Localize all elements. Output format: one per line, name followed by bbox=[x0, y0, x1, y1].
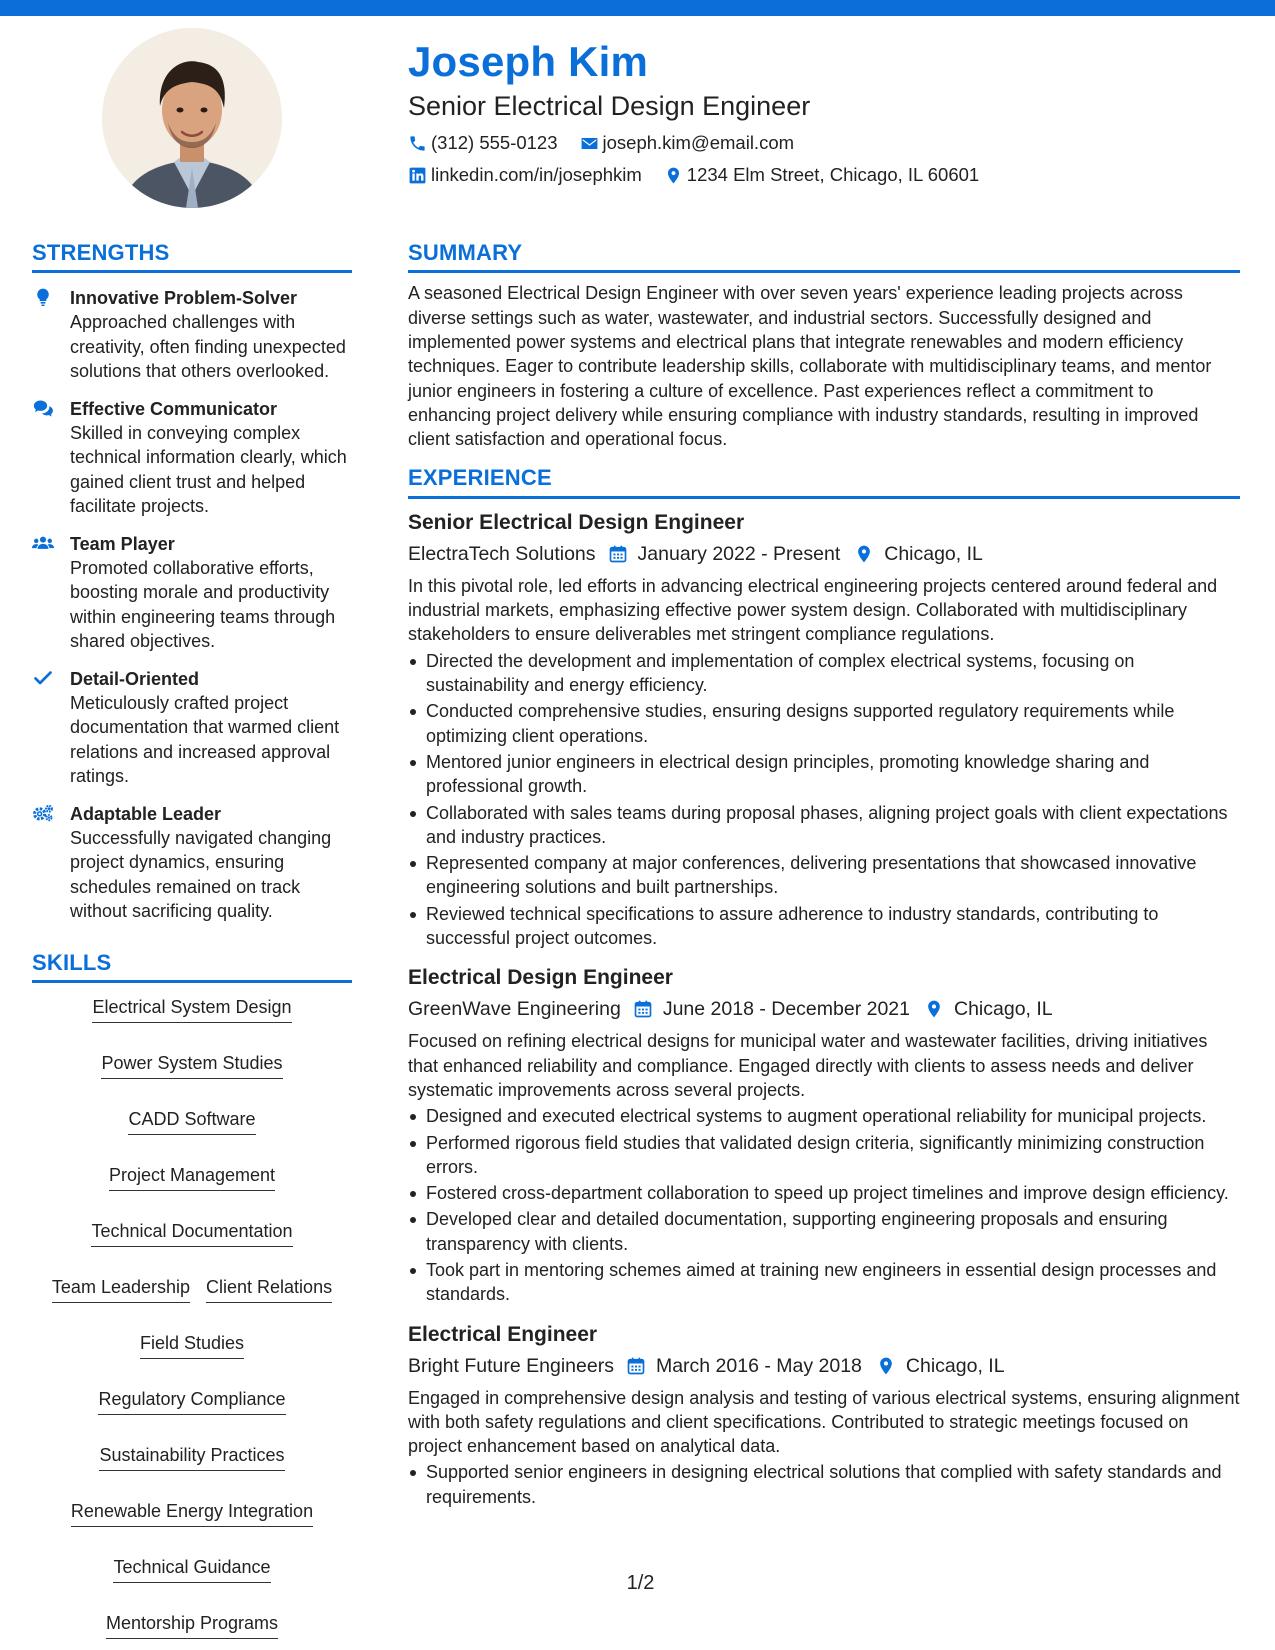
job-meta bbox=[408, 541, 1240, 567]
map-pin-icon bbox=[854, 544, 874, 564]
strength-desc: Skilled in conveying complex technical information clearly, which gained client trust and helped facilitate projects. bbox=[70, 422, 347, 517]
job-dates: January 2022 - Present bbox=[637, 542, 841, 565]
comments-icon bbox=[32, 398, 54, 418]
contact-linkedin[interactable] bbox=[408, 164, 642, 186]
skill-tag: Field Studies bbox=[140, 1331, 244, 1359]
profile-photo bbox=[102, 28, 282, 208]
calendar-icon bbox=[633, 999, 653, 1019]
page-number: 1/2 bbox=[626, 1572, 655, 1594]
job-dates-wrap bbox=[633, 996, 910, 1022]
bullet-item: Mentored junior engineers in electrical design principles, promoting knowledge sharing and professional growth. bbox=[408, 750, 1240, 799]
contact-phone[interactable] bbox=[408, 132, 558, 154]
strength-desc: Meticulously crafted project documentation that warmed client relations and increased approval ratings. bbox=[70, 692, 340, 787]
bullet-item: Designed and executed electrical systems to augment operational reliability for municipal projects. bbox=[408, 1104, 1240, 1128]
portrait-photo-icon bbox=[102, 28, 282, 208]
job-title: Electrical Engineer bbox=[408, 1322, 598, 1346]
left-column bbox=[32, 240, 352, 1639]
strength-title: Adaptable Leader bbox=[70, 803, 222, 824]
strength-desc: Approached challenges with creativity, often finding unexpected solutions that others overlooked. bbox=[70, 312, 346, 382]
job-description: Engaged in comprehensive design analysis and testing of various electrical systems, ensuring alignment with both safety regulations and client specifications. Contributed to strategic meetings focused on project enhancement based on analytical data. bbox=[408, 1387, 1240, 1457]
job-description: Focused on refining electrical designs for municipal water and wastewater facilities, driving initiatives that enhanced reliability and compliance. Engaged directly with clients to assess needs and deliver systematic improvements across several projects. bbox=[408, 1031, 1208, 1100]
calendar-icon bbox=[608, 544, 628, 564]
job-company: ElectraTech Solutions bbox=[408, 542, 596, 565]
contact-email[interactable] bbox=[580, 132, 795, 154]
email-text: joseph.kim@email.com bbox=[602, 132, 795, 154]
bullet-item: Performed rigorous field studies that validated design criteria, significantly minimizing construction errors. bbox=[408, 1131, 1240, 1180]
candidate-title: Senior Electrical Design Engineer bbox=[408, 91, 811, 122]
job-title: Senior Electrical Design Engineer bbox=[408, 510, 745, 534]
linkedin-text: linkedin.com/in/josephkim bbox=[431, 164, 642, 186]
job-location: Chicago, IL bbox=[905, 1354, 1005, 1377]
strength-item bbox=[32, 397, 352, 519]
job-company: Bright Future Engineers bbox=[408, 1354, 614, 1377]
phone-text: (312) 555-0123 bbox=[431, 132, 558, 154]
gears-icon bbox=[32, 803, 54, 823]
job-title: Electrical Design Engineer bbox=[408, 966, 673, 990]
bullet-item: Fostered cross-department collaboration to speed up project timelines and improve design efficiency. bbox=[408, 1181, 1240, 1205]
job-meta bbox=[408, 996, 1240, 1022]
contact-address bbox=[664, 164, 979, 186]
job-entry bbox=[408, 1321, 1240, 1509]
job-location-wrap bbox=[924, 996, 1053, 1022]
job-dates: March 2016 - May 2018 bbox=[655, 1354, 862, 1377]
job-entry bbox=[408, 964, 1240, 1306]
address-text: 1234 Elm Street, Chicago, IL 60601 bbox=[686, 164, 980, 186]
right-column bbox=[408, 240, 1240, 1509]
skills-heading: SKILLS bbox=[32, 950, 352, 983]
strengths-heading: STRENGTHS bbox=[32, 240, 352, 273]
contact-row-2 bbox=[408, 164, 1238, 186]
strength-title: Innovative Problem-Solver bbox=[70, 288, 298, 309]
job-dates-wrap bbox=[626, 1353, 862, 1379]
strength-desc: Successfully navigated changing project dynamics, ensuring schedules remained on track without sacrificing quality. bbox=[70, 827, 332, 922]
job-entry bbox=[408, 509, 1240, 950]
strength-item bbox=[32, 532, 352, 654]
contact-row-1 bbox=[408, 132, 1238, 154]
job-location-wrap bbox=[854, 541, 983, 567]
strength-title: Effective Communicator bbox=[70, 398, 278, 419]
resume-header bbox=[408, 40, 1238, 186]
checkmark-icon bbox=[32, 668, 54, 688]
linkedin-icon bbox=[408, 166, 427, 185]
job-dates: June 2018 - December 2021 bbox=[662, 998, 910, 1021]
experience-heading: EXPERIENCE bbox=[408, 465, 1240, 498]
top-accent-bar bbox=[0, 0, 1275, 16]
job-company: GreenWave Engineering bbox=[408, 998, 621, 1021]
bullet-item: Conducted comprehensive studies, ensuring designs supported regulatory requirements while optimizing client operations. bbox=[408, 699, 1240, 748]
calendar-icon bbox=[626, 1356, 646, 1376]
job-bullets bbox=[408, 1104, 1240, 1306]
phone-icon bbox=[408, 134, 427, 153]
strength-desc: Promoted collaborative efforts, boosting morale and productivity within engineering teams through shared objectives. bbox=[70, 557, 336, 652]
job-description: In this pivotal role, led efforts in advancing electrical engineering projects centered around federal and industrial markets, emphasizing effective power system design. Collaborated with multidisciplinary stakeholders to ensure deliverables met stringent compliance regulations. bbox=[408, 575, 1218, 645]
skills-list bbox=[32, 995, 352, 1639]
envelope-icon bbox=[580, 134, 599, 153]
users-icon bbox=[32, 533, 54, 553]
strength-item bbox=[32, 286, 352, 384]
skill-tag: Regulatory Compliance bbox=[98, 1387, 285, 1415]
skill-tag: Team Leadership bbox=[52, 1275, 190, 1303]
bullet-item: Developed clear and detailed documentation, supporting engineering proposals and ensuring transparency with clients. bbox=[408, 1207, 1240, 1256]
skill-tag: Sustainability Practices bbox=[99, 1443, 284, 1471]
summary-text: A seasoned Electrical Design Engineer with over seven years' experience leading projects across diverse settings such as water, wastewater, and industrial sectors. Successfully designed and implemented power systems and electrical plans that integrate renewables and modern efficiency techniques. Eager to contribute leadership skills, collaborate with multidisciplinary teams, and mentor junior engineers in fostering a culture of excellence. Past experiences reflect a commitment to enhancing project delivery while ensuring compliance with industry standards, resulting in improved client satisfaction and operational focus. bbox=[408, 283, 1212, 450]
map-pin-icon bbox=[876, 1356, 896, 1376]
strength-item bbox=[32, 667, 352, 789]
skill-tag: Technical Documentation bbox=[91, 1219, 292, 1247]
bullet-item: Supported senior engineers in designing electrical solutions that complied with safety standards and requirements. bbox=[408, 1460, 1240, 1509]
skill-tag: Client Relations bbox=[206, 1275, 332, 1303]
bullet-item: Directed the development and implementation of complex electrical systems, focusing on sustainability and energy efficiency. bbox=[408, 649, 1240, 698]
bullet-item: Reviewed technical specifications to assure adherence to industry standards, contributing to successful project outcomes. bbox=[408, 902, 1240, 951]
bullet-item: Represented company at major conferences, delivering presentations that showcased innovative engineering solutions and built partnerships. bbox=[408, 851, 1240, 900]
job-bullets bbox=[408, 1460, 1240, 1509]
job-bullets bbox=[408, 649, 1240, 951]
strength-item bbox=[32, 802, 352, 924]
skill-tag: Power System Studies bbox=[101, 1051, 282, 1079]
skill-tag: CADD Software bbox=[128, 1107, 255, 1135]
strength-title: Team Player bbox=[70, 533, 175, 554]
skill-tag: Electrical System Design bbox=[92, 995, 291, 1023]
candidate-name: Joseph Kim bbox=[408, 38, 649, 85]
summary-heading: SUMMARY bbox=[408, 240, 1240, 273]
lightbulb-icon bbox=[32, 287, 54, 307]
map-pin-icon bbox=[924, 999, 944, 1019]
job-location: Chicago, IL bbox=[954, 998, 1053, 1021]
skill-tag: Technical Guidance bbox=[113, 1555, 270, 1583]
bullet-item: Took part in mentoring schemes aimed at training new engineers in essential design processes and standards. bbox=[408, 1258, 1240, 1307]
map-pin-icon bbox=[664, 166, 683, 185]
job-location-wrap bbox=[876, 1353, 1005, 1379]
skill-tag: Renewable Energy Integration bbox=[71, 1499, 313, 1527]
job-location: Chicago, IL bbox=[884, 542, 983, 565]
skill-tag: Project Management bbox=[109, 1163, 275, 1191]
bullet-item: Collaborated with sales teams during proposal phases, aligning project goals with client expectations and industry practices. bbox=[408, 801, 1240, 850]
job-dates-wrap bbox=[608, 541, 841, 567]
job-meta bbox=[408, 1353, 1240, 1379]
skill-tag: Mentorship Programs bbox=[106, 1611, 278, 1639]
strength-title: Detail-Oriented bbox=[70, 668, 200, 689]
